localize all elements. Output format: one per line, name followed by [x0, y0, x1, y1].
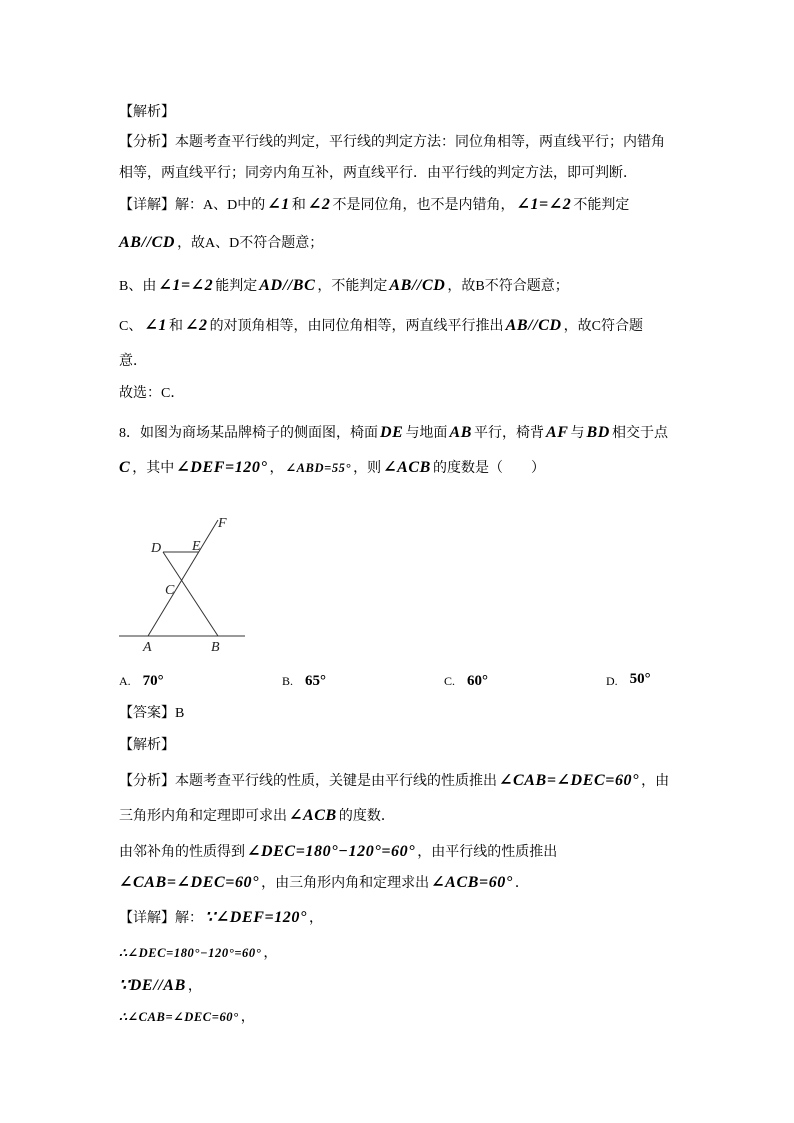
prev-analysis-line-1: 【分析】本题考查平行线的判定，平行线的判定方法：同位角相等，两直线平行；内错角 [119, 135, 665, 150]
text-run: 不是同位角，也不是内错角， [332, 198, 515, 213]
math-expression: BD [586, 424, 610, 441]
option-letter: D. [606, 674, 618, 688]
text-run: 【详解】解：A、D中的 [119, 198, 266, 213]
q8-solution-heading: 【解析】 [119, 738, 175, 753]
q8-detail-line-3 [119, 976, 202, 997]
text-run: 不能判定 [573, 198, 630, 213]
math-expression: ∠DEF=120° [176, 459, 268, 476]
option-letter: C. [444, 674, 456, 688]
q8-stem-line-2 [119, 458, 545, 479]
math-expression: ∠1 [267, 196, 290, 213]
prev-analysis-line-2: 相等，两直线平行；同旁内角互补，两直线平行．由平行线的判定方法，即可判断． [119, 166, 637, 181]
q8-detail-line-2 [119, 943, 277, 964]
text-run: ，则 [353, 461, 382, 476]
text-run: ，由平行线的性质推出 [417, 845, 558, 860]
math-expression: ∠1=∠2 [516, 196, 572, 213]
q8-detail-line-1 [119, 908, 323, 929]
text-run: ， [309, 911, 323, 926]
text-run: 和 [291, 198, 306, 213]
q8-detail-line-4 [119, 1007, 255, 1028]
math-expression: ∠CAB=∠DEC=60° [499, 772, 640, 789]
option-value: 60° [467, 673, 489, 689]
text-run: 和 [168, 319, 183, 334]
option-value: 70° [142, 673, 164, 689]
prev-detail-line-2 [119, 233, 323, 254]
math-expression: ∠ABD=55° [285, 461, 352, 475]
text-run: ，由 [641, 774, 670, 789]
point-label-d: D [151, 541, 162, 556]
text-run: 8．如图为商场某品牌椅子的侧面图，椅面 [119, 426, 378, 441]
math-expression: DE [380, 424, 404, 441]
option-value: 65° [305, 673, 327, 689]
point-label-e: E [192, 539, 201, 554]
prev-solution-heading: 【解析】 [119, 105, 175, 120]
text-run: 与 [570, 426, 585, 441]
text-run: 意． [119, 354, 147, 369]
text-run: 的对顶角相等，由同位角相等，两直线平行推出 [209, 319, 504, 334]
option-c [444, 671, 488, 692]
prev-detail-line-3 [119, 276, 569, 297]
q8-analysis-line-2 [119, 806, 395, 827]
text-run: ， [187, 979, 202, 994]
math-expression: ∵∠DEF=120° [205, 909, 307, 926]
math-expression: AB//CD [389, 277, 446, 294]
math-expression: ∠CAB=∠DEC=60° [119, 874, 260, 891]
option-d [606, 671, 651, 692]
point-label-f: F [218, 516, 227, 531]
text-run: B、由 [119, 279, 157, 294]
prev-choice: 故选：C． [119, 386, 185, 401]
q8-analysis-line-4 [119, 873, 529, 894]
text-run: ， [240, 1010, 255, 1025]
text-run: 由邻补角的性质得到 [119, 845, 245, 860]
text-run: ， [269, 461, 284, 476]
option-letter: B. [282, 674, 294, 688]
text-run: C、 [119, 319, 143, 334]
option-a [119, 671, 164, 692]
q8-analysis-line-3 [119, 842, 557, 863]
math-expression: ∠2 [184, 317, 208, 334]
text-run: ， [263, 946, 278, 961]
text-run: ． [514, 876, 529, 891]
math-expression: AD//BC [259, 277, 316, 294]
math-expression: ∠1=∠2 [158, 277, 214, 294]
text-run: ，故B不符合题意； [447, 279, 569, 294]
q8-analysis-line-1 [119, 771, 669, 792]
text-run: 三角形内角和定理即可求出 [119, 809, 287, 824]
text-run: ，其中 [132, 461, 175, 476]
math-expression: ∠ACB [289, 807, 337, 824]
text-run: 平行，椅背 [473, 426, 544, 441]
math-expression: ∠ACB [383, 459, 431, 476]
text-run: 的度数是（ ） [432, 461, 545, 476]
backrest-line-af [148, 520, 218, 636]
text-run: 【分析】本题考查平行线的性质，关键是由平行线的性质推出 [119, 774, 497, 789]
math-expression: AB//CD [119, 234, 176, 251]
math-expression: ∴∠DEC=180°−120°=60° [119, 946, 262, 960]
text-run: 与地面 [405, 426, 448, 441]
text-run: 能判定 [215, 279, 258, 294]
option-letter: A. [119, 674, 131, 688]
math-expression: ∠2 [307, 196, 331, 213]
text-run: ，由三角形内角和定理求出 [261, 876, 430, 891]
chair-side-view-figure [110, 505, 260, 660]
math-expression: C [119, 459, 131, 476]
math-expression: AF [545, 424, 569, 441]
prev-detail-line-1 [119, 195, 629, 216]
prev-detail-line-4 [119, 316, 643, 337]
text-run: 【详解】解： [119, 911, 203, 926]
text-run: ，不能判定 [317, 279, 388, 294]
option-value: 50° [629, 671, 651, 687]
text-run: ，故A、D不符合题意； [177, 236, 324, 251]
option-b [282, 671, 326, 692]
point-label-a: A [143, 640, 152, 655]
q8-stem-line-1 [119, 423, 668, 444]
math-expression: ∠DEC=180°−120°=60° [247, 843, 416, 860]
text-run: 的度数． [338, 809, 395, 824]
math-expression: AB [449, 424, 472, 441]
math-expression: ∵DE//AB [119, 977, 186, 994]
math-expression: ∴∠CAB=∠DEC=60° [119, 1010, 239, 1024]
math-expression: ∠ACB=60° [431, 874, 513, 891]
q8-answer: 【答案】B [119, 706, 185, 721]
math-expression: ∠1 [144, 317, 167, 334]
point-label-b: B [211, 640, 220, 655]
prev-detail-line-5 [119, 352, 147, 372]
text-run: ，故C符合题 [563, 319, 643, 334]
math-expression: AB//CD [505, 317, 562, 334]
point-label-c: C [165, 583, 175, 598]
text-run: 相交于点 [611, 426, 668, 441]
